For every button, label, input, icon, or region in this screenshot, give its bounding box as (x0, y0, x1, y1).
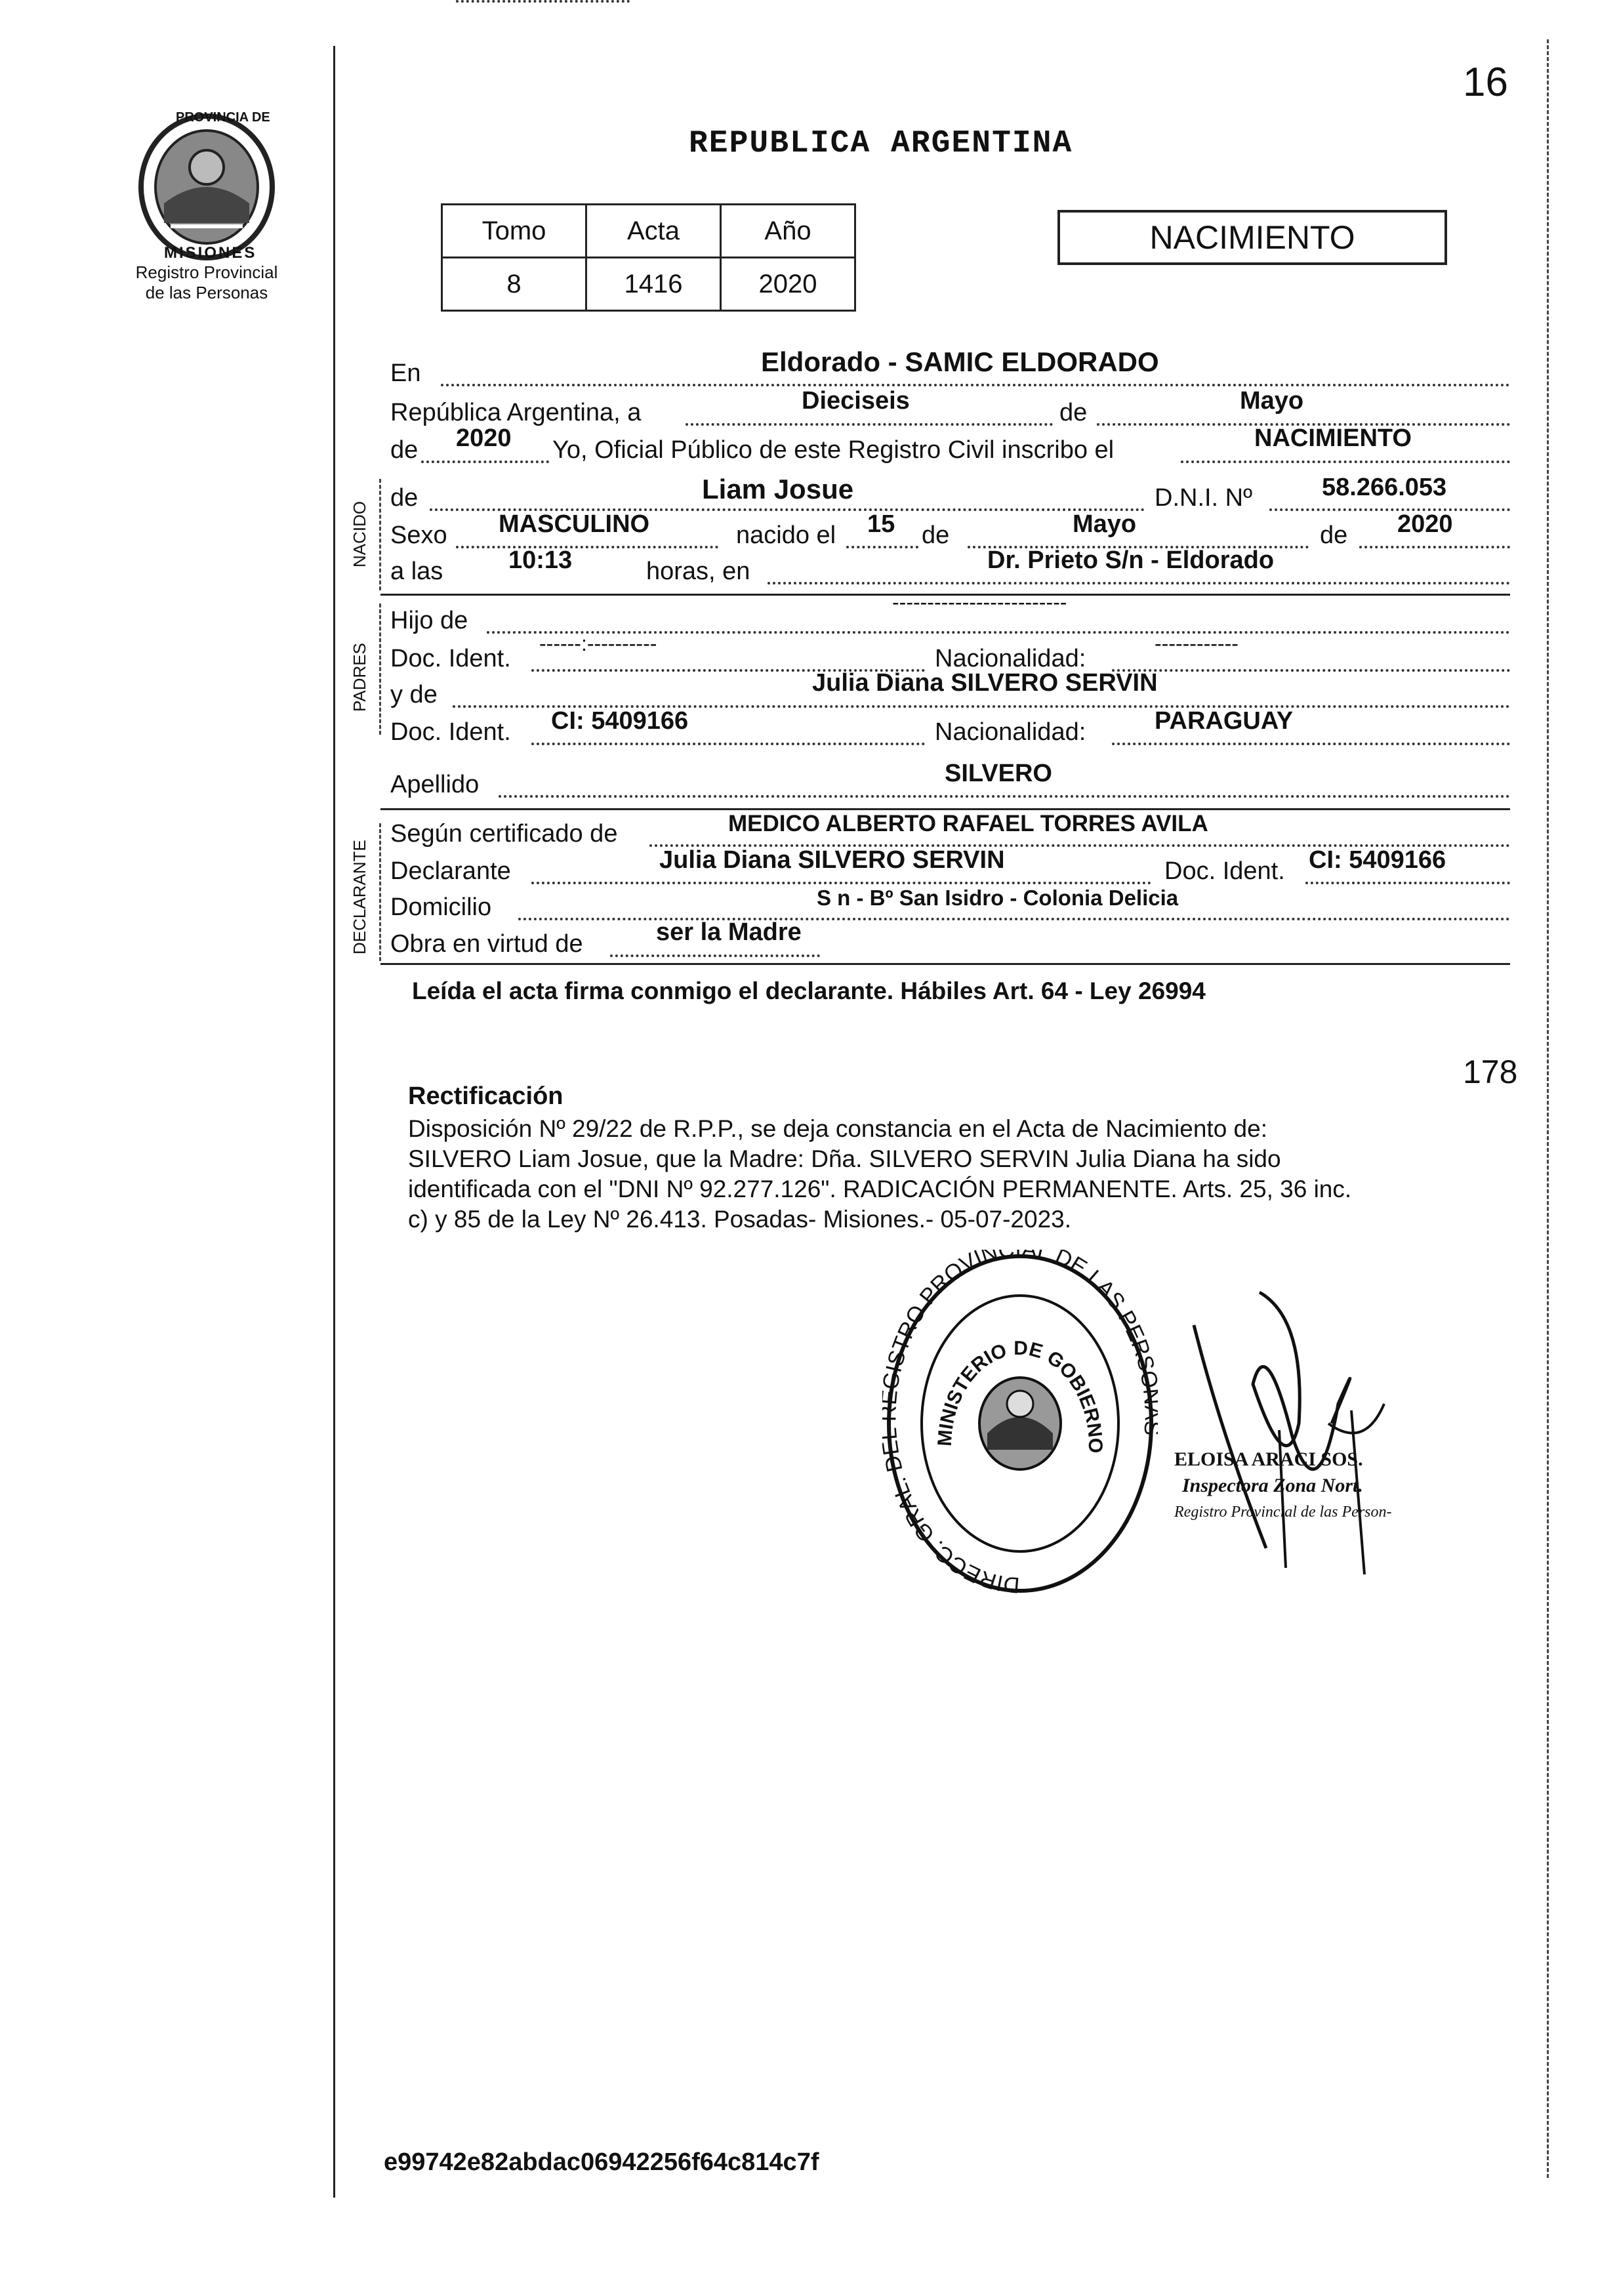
value-lugar-nac: Dr. Prieto S/n - Eldorado (987, 546, 1275, 574)
right-margin-line (1547, 39, 1549, 2178)
dotted-line (1359, 546, 1510, 548)
label-declarante: Declarante (390, 857, 511, 885)
value-padre-nac: ------------ (1155, 632, 1239, 655)
table-header-acta: Acta (586, 205, 721, 258)
dotted-line (421, 461, 549, 463)
rectificacion-line: Disposición Nº 29/22 de R.P.P., se deja constancia en el Acta de Nacimiento de: (408, 1115, 1267, 1142)
value-padre: ------------------------- (892, 590, 1067, 614)
registry-name (112, 262, 302, 303)
dotted-line (499, 795, 1510, 798)
label-doc-ident: Doc. Ident. (390, 645, 511, 672)
value-sexo: MASCULINO (499, 510, 650, 538)
label-en: En (390, 359, 421, 387)
label-de: de (922, 522, 950, 549)
nacido-bracket (379, 479, 381, 590)
dotted-line (1305, 882, 1510, 884)
value-padre-doc: ------:---------- (539, 632, 657, 655)
left-margin-line (333, 46, 335, 2198)
label-sexo: Sexo (390, 522, 447, 549)
value-anio: 2020 (456, 424, 512, 452)
section-divider (380, 808, 1510, 810)
dotted-line (686, 423, 1053, 426)
signature-stamp-title: Inspectora Zona Nort. (1182, 1475, 1363, 1496)
value-declarante: Julia Diana SILVERO SERVIN (659, 846, 1005, 874)
label-segun: Según certificado de (390, 820, 618, 848)
section-label-declarante: DECLARANTE (350, 840, 369, 954)
signature-stamp (1174, 1446, 1392, 1525)
rectificacion-title: Rectificación (408, 1082, 563, 1110)
dotted-line (456, 546, 718, 548)
label-nacido-el: nacido el (736, 522, 836, 549)
table-value-acta: 1416 (586, 258, 721, 311)
value-anio-nac: 2020 (1397, 510, 1453, 538)
page-number: 16 (1463, 60, 1508, 105)
logo-text-bottom: MISIONES (164, 244, 257, 262)
seal-inner-text: MINISTERIO DE GOBIERNO (933, 1337, 1107, 1454)
closing-statement: Leída el acta firma conmigo el declarante. Hábiles Art. 64 - Ley 26994 (412, 977, 1206, 1004)
label-nacionalidad: Nacionalidad: (935, 645, 1086, 672)
declarante-bracket (379, 823, 381, 961)
value-mes-nac: Mayo (1073, 510, 1137, 538)
dotted-line (610, 954, 820, 957)
value-dia-texto: Dieciseis (802, 387, 910, 415)
value-obra: ser la Madre (656, 918, 802, 946)
dotted-line (456, 0, 630, 3)
act-type-box: NACIMIENTO (1057, 210, 1447, 265)
signature-stamp-office: Registro Provincial de las Person- (1174, 1504, 1392, 1521)
label-doc-ident: Doc. Ident. (390, 718, 511, 746)
value-mes-texto: Mayo (1240, 387, 1304, 415)
label-dni: D.N.I. Nº (1155, 484, 1252, 512)
value-madre-nac: PARAGUAY (1155, 707, 1294, 735)
label-de: de (1059, 399, 1088, 426)
dotted-line (1112, 669, 1510, 672)
registry-line-1: Registro Provincial (135, 262, 278, 282)
value-madre-doc: CI: 5409166 (551, 707, 689, 735)
handwritten-signature (1168, 1266, 1443, 1594)
label-yo-oficial: Yo, Oficial Público de este Registro Civil inscribo el (552, 436, 1115, 464)
label-domicilio: Domicilio (390, 893, 492, 921)
logo-text-top: PROVINCIA DE (176, 110, 270, 125)
label-apellido: Apellido (390, 771, 480, 798)
value-lugar: Eldorado - SAMIC ELDORADO (761, 346, 1159, 377)
table-header-tomo: Tomo (442, 205, 586, 258)
padres-bracket (379, 604, 381, 735)
table-value-tomo: 8 (442, 258, 586, 311)
label-horas-en: horas, en (646, 558, 750, 585)
label-obra: Obra en virtud de (390, 930, 583, 958)
value-dni: 58.266.053 (1322, 474, 1447, 501)
value-hora: 10:13 (508, 546, 573, 574)
dotted-line (846, 546, 918, 548)
dotted-line (1269, 508, 1510, 511)
label-y-de: y de (390, 681, 438, 708)
value-declarante-doc: CI: 5409166 (1309, 846, 1446, 874)
label-hijo-de: Hijo de (390, 607, 468, 634)
value-acto: NACIMIENTO (1254, 424, 1412, 452)
rectificacion-line: c) y 85 de la Ley Nº 26.413. Posadas- Misiones.- 05-07-2023. (408, 1206, 1072, 1233)
table-value-anio: 2020 (721, 258, 855, 311)
label-nacionalidad: Nacionalidad: (935, 718, 1086, 746)
label-de: de (1320, 522, 1348, 549)
section-label-padres: PADRES (350, 643, 369, 712)
section-label-nacido: NACIDO (350, 501, 369, 567)
dotted-line (1112, 743, 1510, 745)
seal-outer-text: DIRECC. GRAL. D ISTRO PROVINC L DE LAS PERS (882, 1250, 1158, 1597)
official-seal (882, 1250, 1158, 1597)
country-title: REPUBLICA ARGENTINA (689, 126, 1073, 161)
dotted-line (768, 582, 1510, 584)
registry-line-2: de las Personas (145, 283, 268, 302)
dotted-line (531, 743, 925, 745)
label-doc-ident: Doc. Ident. (1164, 857, 1285, 885)
table-header-anio: Año (721, 205, 855, 258)
rectificacion-text (408, 1114, 1510, 1235)
value-domicilio: S n - Bº San Isidro - Colonia Delicia (817, 886, 1179, 910)
dotted-line (1181, 461, 1510, 463)
rectificacion-line: identificada con el "DNI Nº 92.277.126". RADICACIÓN PERMANENTE. Arts. 25, 36 inc. (408, 1176, 1352, 1202)
margin-number: 178 (1463, 1054, 1518, 1090)
label-a-las: a las (390, 558, 443, 585)
value-certificado: MEDICO ALBERTO RAFAEL TORRES AVILA (728, 811, 1208, 836)
label-de: de (390, 484, 419, 512)
rectificacion-line: SILVERO Liam Josue, que la Madre: Dña. SILVERO SERVIN Julia Diana ha sido (408, 1145, 1281, 1172)
acta-table (441, 203, 856, 312)
value-dia-nac: 15 (867, 510, 895, 538)
value-madre: Julia Diana SILVERO SERVIN (812, 669, 1158, 697)
document-hash: e99742e82abdac06942256f64c814c7f (384, 2148, 819, 2176)
misiones-coat-of-arms-logo (131, 112, 282, 262)
value-apellido: SILVERO (945, 760, 1052, 787)
label-de: de (390, 436, 419, 464)
label-republica: República Argentina, a (390, 399, 642, 426)
section-divider (380, 963, 1510, 965)
value-nombre: Liam Josue (702, 474, 854, 504)
dotted-line (531, 882, 1151, 884)
signature-stamp-name: ELOISA ARACI SOS. (1174, 1448, 1363, 1470)
dotted-line (441, 384, 1510, 386)
